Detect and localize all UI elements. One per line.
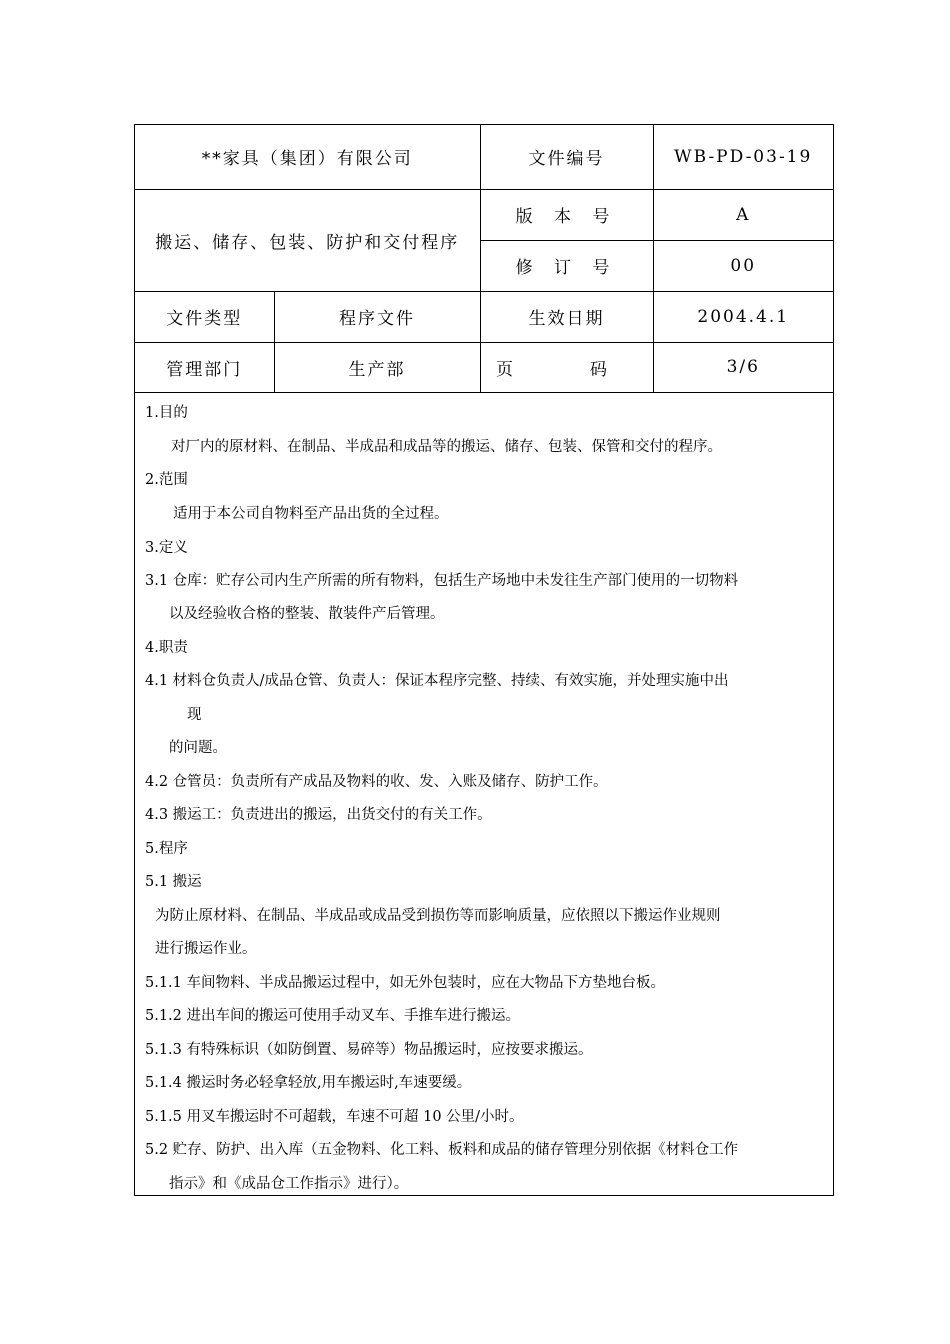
section-heading: 1.目的 xyxy=(145,405,188,421)
clause-continuation: 的问题。 xyxy=(169,740,227,756)
section-heading: 3.定义 xyxy=(145,540,188,556)
doc-no-label: 文件编号 xyxy=(480,125,653,189)
paragraph-continuation: 进行搬运作业。 xyxy=(155,941,257,957)
section-heading: 2.范围 xyxy=(145,472,188,488)
version-label: 版 本 号 xyxy=(480,189,653,240)
clause: 5.1.5 用叉车搬运时不可超载，车速不可超 10 公里/小时。 xyxy=(145,1109,524,1125)
effective-date-value: 2004.4.1 xyxy=(653,291,833,342)
section-heading: 5.程序 xyxy=(145,841,188,857)
clause: 5.1.3 有特殊标识（如防倒置、易碎等）物品搬运时，应按要求搬运。 xyxy=(145,1042,593,1058)
paragraph: 适用于本公司自物料至产品出货的全过程。 xyxy=(173,506,449,522)
version-value: A xyxy=(653,189,833,240)
document-frame xyxy=(134,124,834,1196)
document-header-table xyxy=(135,125,833,393)
doc-no-value: WB-PD-03-19 xyxy=(653,125,833,189)
dept-value: 生产部 xyxy=(274,342,480,392)
section-heading: 4.职责 xyxy=(145,640,188,656)
clause: 5.1.1 车间物料、半成品搬运过程中，如无外包装时，应在大物品下方垫地台板。 xyxy=(145,975,666,991)
type-label: 文件类型 xyxy=(135,291,274,342)
clause: 4.1 材料仓负责人/成品仓管、负责人：保证本程序完整、持续、有效实施，并处理实施中出 xyxy=(145,673,729,689)
clause: 4.3 搬运工：负责进出的搬运，出货交付的有关工作。 xyxy=(145,807,492,823)
clause: 5.1.4 搬运时务必轻拿轻放,用车搬运时,车速要缓。 xyxy=(145,1075,472,1091)
revision-label: 修 订 号 xyxy=(480,240,653,291)
page-label: 页 码 xyxy=(480,342,653,392)
clause-continuation: 现 xyxy=(187,707,202,723)
clause: 5.1.2 进出车间的搬运可使用手动叉车、手推车进行搬运。 xyxy=(145,1008,521,1024)
effective-date-label: 生效日期 xyxy=(480,291,653,342)
paragraph: 为防止原材料、在制品、半成品或成品受到损伤等而影响质量，应依照以下搬运作业规则 xyxy=(155,908,721,924)
clause: 3.1 仓库：贮存公司内生产所需的所有物料，包括生产场地中未发往生产部门使用的一切物料 xyxy=(145,573,739,589)
document-title: 搬运、储存、包装、防护和交付程序 xyxy=(135,189,480,291)
subsection-heading: 5.1 搬运 xyxy=(145,874,202,890)
page-value: 3/6 xyxy=(653,342,833,392)
clause: 4.2 仓管员：负责所有产成品及物料的收、发、入账及储存、防护工作。 xyxy=(145,774,608,790)
clause-continuation: 以及经验收合格的整装、散装件产后管理。 xyxy=(169,606,445,622)
paragraph: 对厂内的原材料、在制品、半成品和成品等的搬运、储存、包装、保管和交付的程序。 xyxy=(171,439,722,455)
clause: 5.2 贮存、防护、出入库（五金物料、化工料、板料和成品的储存管理分别依据《材料仓工作 xyxy=(145,1142,739,1158)
dept-label: 管理部门 xyxy=(135,342,274,392)
revision-value: 00 xyxy=(653,240,833,291)
clause-continuation: 指示》和《成品仓工作指示》进行）。 xyxy=(169,1176,409,1192)
company-name: **家具（集团）有限公司 xyxy=(135,125,480,189)
type-value: 程序文件 xyxy=(274,291,480,342)
